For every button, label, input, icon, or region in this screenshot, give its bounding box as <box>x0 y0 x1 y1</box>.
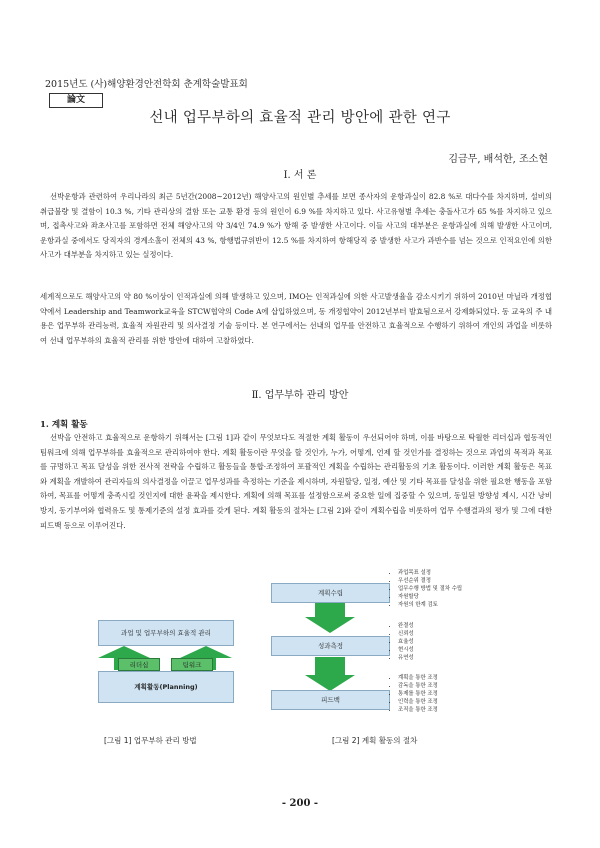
authors: 김금무, 배석한, 조소현 <box>448 154 548 165</box>
fig1-top-box <box>98 620 234 646</box>
fig1-top-label: 과업 및 업무부하의 효율적 관리 <box>121 629 211 637</box>
fig2-box1-label: 계획수립 <box>317 589 344 597</box>
fig1-left-box <box>118 658 160 671</box>
fig2-flow-arrows <box>270 583 390 743</box>
fig1-left-label: 리더십 <box>129 661 149 669</box>
fig2-box3-label: 피드백 <box>321 696 340 704</box>
fig1-right-box <box>171 658 213 671</box>
fig2-list3-item: • 통제를 통한 조정 <box>398 691 496 699</box>
fig2-list1-item: • 업무수행 방법 및 절차 수립 <box>398 586 496 594</box>
conference-header: 2015년도 (사)해양환경안전학회 춘계학술발표회 <box>45 79 248 90</box>
fig2-list3-item: • 조직을 통한 조정 <box>398 707 496 715</box>
fig2-box-measurement <box>271 636 390 656</box>
fig2-list-planning <box>386 570 496 610</box>
section2-paragraph1: 선박을 안전하고 효율적으로 운항하기 위해서는 [그림 1]과 같이 무엇보다도 적절한 계획 활동이 우선되어야 하며, 이를 바탕으로 탁월한 리더십과 협동적인 팀워크에 의해 업무부하를 효율적으로 관리하여야 한다. 계획 활동이란 무엇을 할 것인가, 누가, 어떻게, 언제 할 것인가를 결정하는 것으로 과업의 목적과 목표를 규명하고 목표 달성을 위한 전사적 전략을 수립하고 활동들을 통합·조정하여 포괄적인 계획을 수립하는 관리활동의 기초 활동이다. 이러한 계획 활동은 목표와 계획을 개발하여 관리자들의 의사결정을 이끌고 업무성과를 측정하는 기준을 제시하며, 자원할당, 일정, 예산 및 기타 목표를 달성을 위한 필요한 행동을 포함하여, 목표를 어떻게 충족시킬 것인지에 대한 윤곽을 제시한다. 계획에 의해 목표를 설정함으로써 중요한 일에 집중할 수 있으며, 동일된 방향성 제시, 시간 낭비 방지, 동기부여와 협력유도 및 통제기준의 설정 효과를 갖게 된다. 계획 활동의 절차는 [그림 2]와 같이 계획수립을 비롯하여 업무 수행결과의 평가 및 그에 대한 피드백 등으로 이루어진다. <box>40 433 552 530</box>
fig2-list1-item: • 우선순위 결정 <box>398 578 496 586</box>
fig2-arrow-1 <box>305 599 355 633</box>
fig2-list2-item: • 현시성 <box>398 647 496 655</box>
fig1-caption: [그림 1] 업무부하 관리 방법 <box>104 736 197 745</box>
fig2-list1-item: • 과업목표 설정 <box>398 570 496 578</box>
section1-paragraph1: 선박운항과 관련하여 우리나라의 최근 5년간(2008~2012년) 해양사고의 원인별 추세를 보면 종사자의 운항과실이 82.8 %로 대다수를 차지하며, 설비의 취급불량 및 결함이 10.3 %, 기타 관리상의 결함 또는 교통 환경 등의 원인이 6.9 %를 차지하고 있다. 사고유형별 추세는 충돌사고가 65 %를 차지하고 있으며, 접촉사고와 좌초사고를 포함하면 전체 해양사고의 약 3/4인 74.9 %가 항해 중 발생한 사고이다. 이들 사고의 대부분은 운항과실에 의해 발생한 사고이며, 운항과실 중에서도 당직자의 경계소홀이 전체의 43 %, 항행법규위반이 12.5 %를 차지하여 항해당직 중 발생한 사고가 과반수를 넘는 것으로 인적요인에 의한 사고가 대부분을 차지하고 있는 실정이다. <box>40 192 552 260</box>
subsection1-heading: 1. 계획 활동 <box>40 420 88 430</box>
section2-heading: Ⅱ. 업무부하 관리 방안 <box>251 390 349 401</box>
fig2-list2-item: • 완결성 <box>398 623 496 631</box>
fig2-list1-item: • 자원할당 <box>398 594 496 602</box>
fig1-bottom-box <box>98 671 234 703</box>
fig1-bottom-label: 계획활동(Planning) <box>134 683 198 691</box>
section1-paragraph2: 세계적으로도 해양사고의 약 80 %이상이 인적과실에 의해 발생하고 있으며, IMO는 인적과실에 의한 사고발생율을 감소시키기 위하여 2010년 마닐라 개정협약에서 Leadership and Teamwork교육을 STCW협약의 Code A에 삽입하였으며, 동 개정협약이 2012년부터 발효됨으로서 강제화되었다. 동 교육의 주 내용은 업무부하 관리능력, 효율적 자원관리 및 의사결정 기술 등이다. 본 연구에서는 선내의 업무를 안전하고 효율적으로 수행하기 위하여 개인의 과업을 비롯하여 선내 업무부하의 효율적 관리를 위한 방안에 대하여 고찰하였다. <box>40 292 552 345</box>
fig2-list2-item: • 신뢰성 <box>398 631 496 639</box>
fig2-list2-item: • 효율성 <box>398 639 496 647</box>
page-number: - 200 - <box>281 798 319 809</box>
fig2-list2-item: • 유연성 <box>398 655 496 663</box>
fig2-list-measurement <box>386 623 496 663</box>
paper-type-tag: 論文 <box>49 93 103 108</box>
fig2-list3-item: • 계획을 통한 조정 <box>398 675 496 683</box>
paper-title: 선내 업무부하의 효율적 관리 방안에 관한 연구 <box>149 110 451 126</box>
fig1-right-label: 팀워크 <box>182 661 202 669</box>
fig2-caption: [그림 2] 계획 활동의 절차 <box>332 736 418 745</box>
fig2-box-planning <box>271 583 390 603</box>
fig2-list1-item: • 자원의 한계 검토 <box>398 602 496 610</box>
fig2-arrow-2 <box>305 657 355 691</box>
fig2-box-feedback <box>271 690 390 710</box>
fig2-list3-item: • 감독을 통한 조정 <box>398 683 496 691</box>
fig2-list3-item: • 인력을 통한 조정 <box>398 699 496 707</box>
fig2-list-feedback <box>386 675 496 715</box>
fig2-box2-label: 성과측정 <box>317 642 344 650</box>
section1-heading: Ⅰ. 서 론 <box>283 170 317 181</box>
